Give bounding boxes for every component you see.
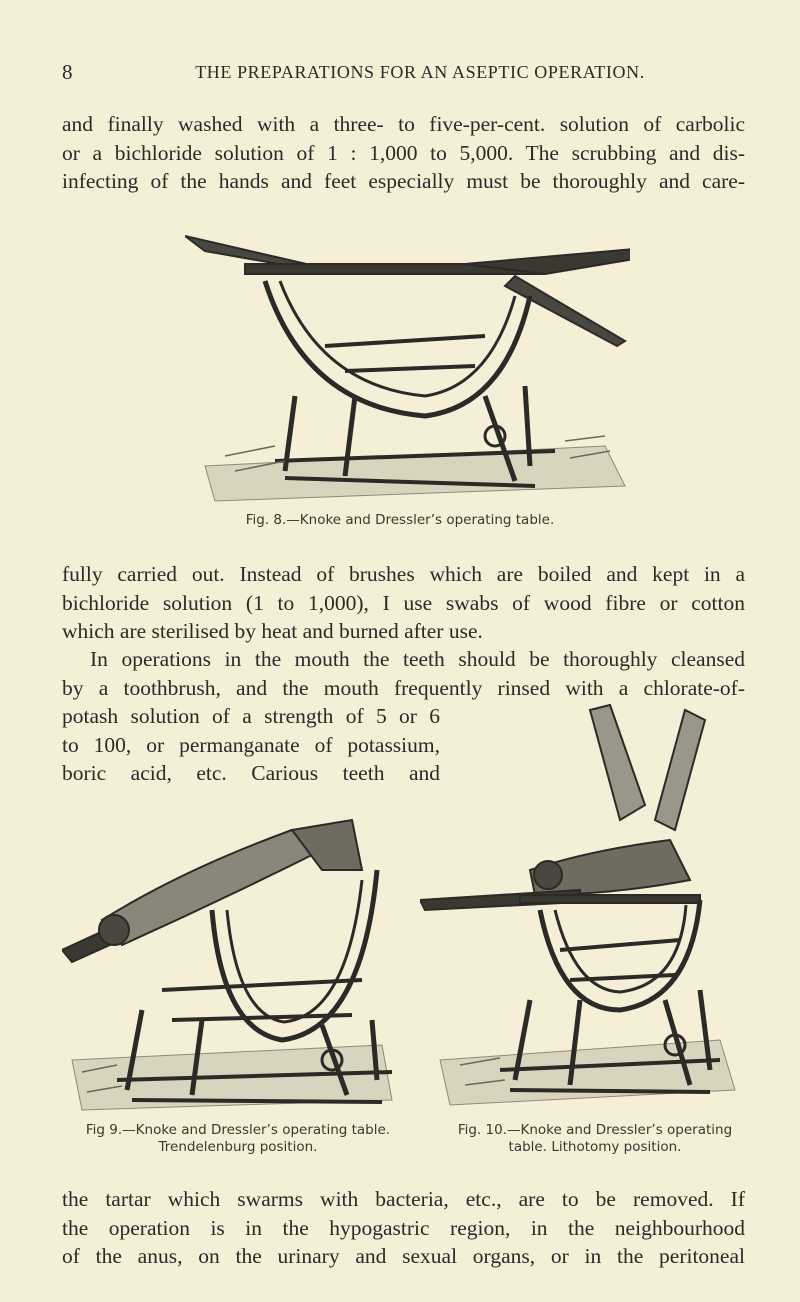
page-number: 8 (62, 60, 73, 84)
text-line: the operation is in the hypogastric region, in the neighbourhood (62, 1215, 745, 1240)
figure-10-caption-line-2: table. Lithotomy position. (508, 1139, 682, 1155)
text-line: infecting of the hands and feet especially must be thoroughly and care- (62, 169, 745, 194)
lithotomy-position-illustration (420, 680, 740, 1120)
text-line: to 100, or permanganate of potassium, (62, 732, 440, 757)
figure-10-lithotomy (420, 680, 740, 1120)
figure-10-caption-line-1: Fig. 10.—Knoke and Dressler’s operating (457, 1122, 733, 1138)
text-line: which are sterilised by heat and burned after use. (62, 619, 483, 644)
text-line: the tartar which swarms with bacteria, etc., are to be removed. If (62, 1187, 745, 1211)
paragraph-swabs (62, 560, 745, 646)
trendelenburg-position-illustration (62, 810, 412, 1115)
text-line: of the anus, on the urinary and sexual organs, or in the peritoneal (62, 1244, 745, 1269)
text-line: by a toothbrush, and the mouth frequently rinsed with a chlorate-of- (62, 675, 745, 700)
figure-9-caption-line-2: Trendelenburg position. (158, 1139, 318, 1155)
running-head: THE PREPARATIONS FOR AN ASEPTIC OPERATION. (195, 62, 645, 82)
page-header (0, 60, 800, 96)
text-line: bichloride solution (1 to 1,000), I use swabs of wood fibre or cotton (62, 590, 745, 615)
text-line: and finally washed with a three- to five-per-cent. solution of carbolic (62, 112, 745, 136)
figure-8-caption: Fig. 8.—Knoke and Dressler’s operating table. (245, 512, 555, 528)
figure-9-caption-line-1: Fig 9.—Knoke and Dressler’s operating table. (85, 1122, 391, 1138)
paragraph-tartar (62, 1185, 745, 1271)
paragraph-mouth-continued (62, 702, 440, 788)
text-line: In operations in the mouth the teeth should be thoroughly cleansed (90, 647, 745, 671)
text-line: potash solution of a strength of 5 or 6 (62, 704, 440, 728)
figure-9-trendelenburg (62, 810, 412, 1115)
text-line: or a bichloride solution of 1 : 1,000 to 5,000. The scrubbing and dis- (62, 140, 745, 165)
operating-table-illustration (185, 196, 630, 506)
paragraph-intro (62, 110, 745, 196)
figure-8-operating-table (185, 196, 630, 506)
text-line: boric acid, etc. Carious teeth and (62, 761, 440, 786)
figure-10-caption (430, 1122, 760, 1156)
figure-9-caption (58, 1122, 418, 1156)
text-line: fully carried out. Instead of brushes which are boiled and kept in a (62, 562, 745, 586)
